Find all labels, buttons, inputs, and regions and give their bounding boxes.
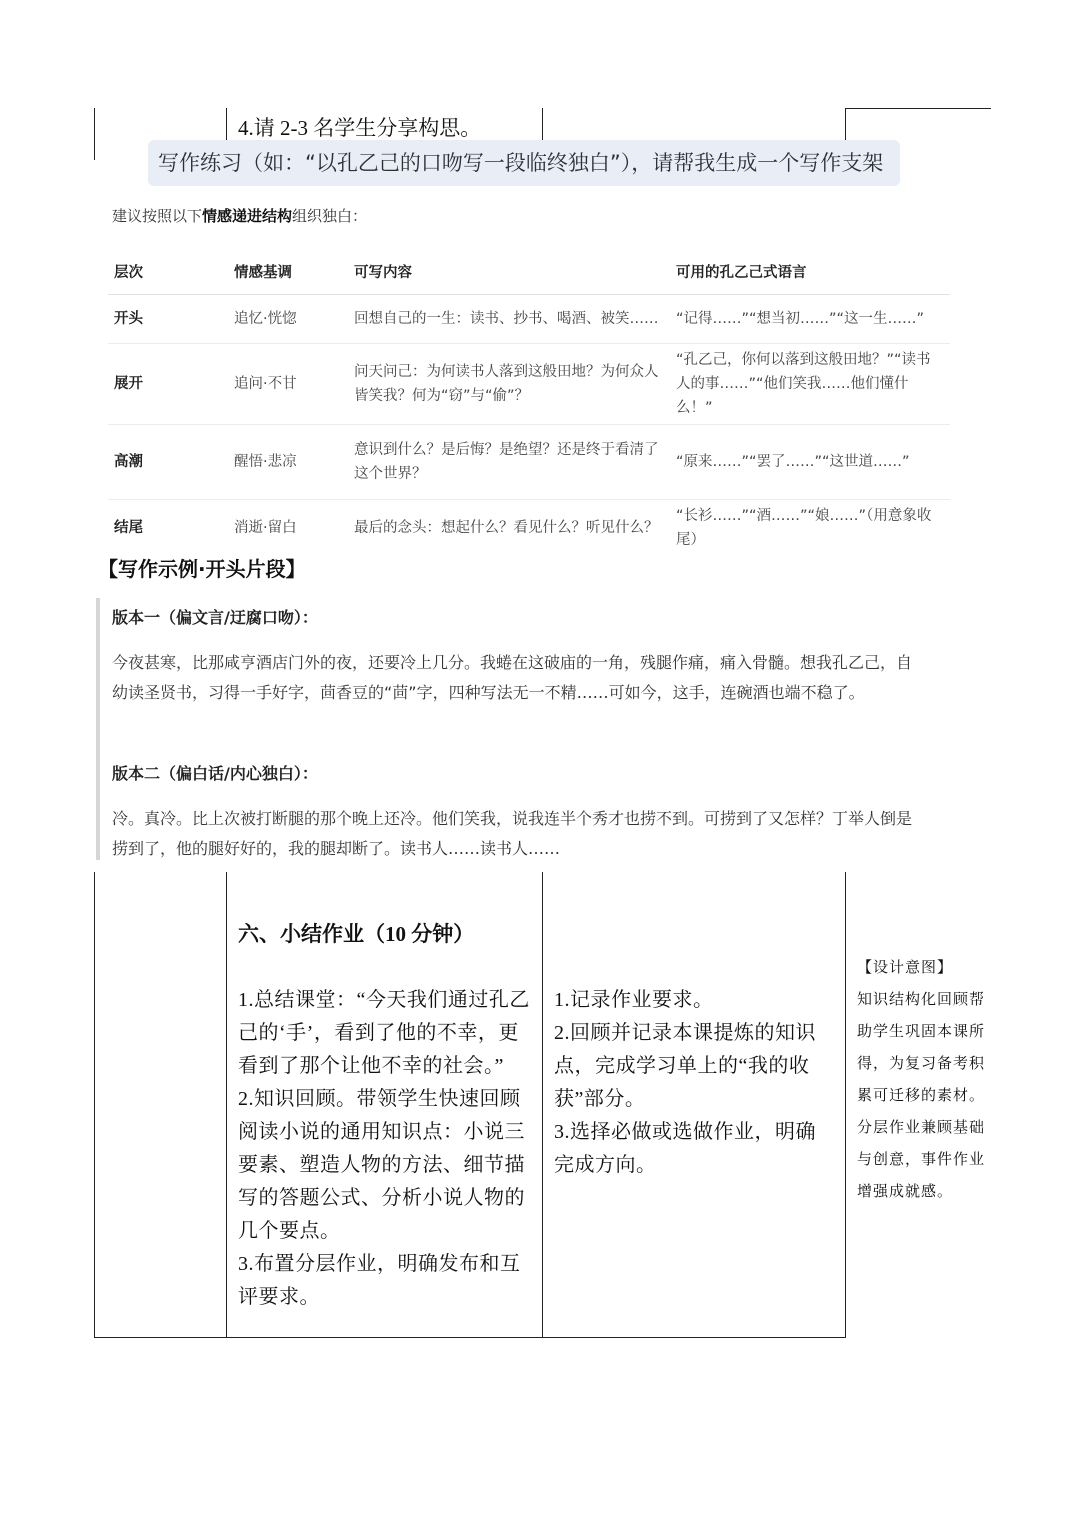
cell-tone: 追忆·恍惚 bbox=[228, 295, 348, 344]
student-activity-item: 1.记录作业要求。 bbox=[554, 989, 714, 1011]
cell-tone: 追问·不甘 bbox=[228, 344, 348, 425]
table-row bbox=[108, 344, 950, 425]
cell-level: 开头 bbox=[108, 295, 228, 344]
teacher-activity-item: 2.知识回顾。带领学生快速回顾阅读小说的通用知识点：小说三要素、塑造人物的方法、细节描写的答题公式、分析小说人物的几个要点。 bbox=[238, 1088, 525, 1242]
table-row bbox=[108, 500, 950, 557]
cell-level: 高潮 bbox=[108, 425, 228, 500]
top-table-rule bbox=[845, 108, 991, 109]
lesson-step-4: 4.请 2-3 名学生分享构思。 bbox=[238, 116, 482, 140]
ai-hint bbox=[112, 205, 367, 226]
version2-text: 冷。真冷。比上次被打断腿的那个晚上还冷。他们笑我，说我连半个秀才也捞不到。可捞到了又怎样？丁举人倒是捞到了，他的腿好好的，我的腿却断了。读书人……读书人…… bbox=[112, 809, 913, 858]
teacher-activity-item: 3.布置分层作业，明确发布和互评要求。 bbox=[238, 1253, 521, 1308]
cell-content: 意识到什么？是后悔？是绝望？还是终于看清了这个世界？ bbox=[348, 425, 670, 500]
cell-language: “记得……”“想当初……”“这一生……” bbox=[670, 295, 950, 344]
student-activity-item: 3.选择必做或选做作业，明确完成方向。 bbox=[554, 1121, 816, 1176]
cell-content: 最后的念头：想起什么？看见什么？听见什么？ bbox=[354, 520, 659, 536]
table-header-row bbox=[108, 248, 950, 295]
ai-hint-bold: 情感递进结构 bbox=[202, 207, 293, 225]
lesson-table-bottom bbox=[94, 1337, 846, 1338]
teacher-activities bbox=[238, 984, 534, 1314]
col-header-level: 层次 bbox=[108, 248, 228, 295]
design-intent-label: 【设计意图】 bbox=[857, 960, 954, 976]
cell-content: 问天问己：为何读书人落到这般田地？为何众人皆笑我？何为“窃”与“偷”？ bbox=[348, 344, 670, 425]
cell-level: 结尾 bbox=[114, 520, 143, 536]
cell-language: “长衫……”“酒……”“娘……”（用意象收尾） bbox=[676, 508, 932, 548]
teacher-activity-item: 1.总结课堂：“今天我们通过孔乙己的‘手’，看到了他的不幸，更看到了那个让他不幸的社会。” bbox=[238, 989, 530, 1077]
cell-language: “原来……”“罢了……”“这世道……” bbox=[670, 425, 950, 500]
student-activity-item: 2.回顾并记录本课提炼的知识点，完成学习单上的“我的收获”部分。 bbox=[554, 1022, 816, 1110]
cell-tone: 消逝·留白 bbox=[234, 520, 297, 536]
emotion-structure-table bbox=[108, 248, 950, 556]
writing-example-title: 【写作示例·开头片段】 bbox=[98, 557, 306, 581]
design-intent-line: 知识结构化回顾帮助学生巩固本课所得，为复习备考积累可迁移的素材。 bbox=[857, 992, 986, 1104]
quote-bar bbox=[96, 598, 100, 860]
col-header-language: 可用的孔乙己式语言 bbox=[670, 248, 950, 295]
top-table-border-left bbox=[94, 108, 95, 160]
student-activities bbox=[554, 984, 836, 1182]
col-header-content: 可写内容 bbox=[348, 248, 670, 295]
table-row bbox=[108, 425, 950, 500]
lesson-table-divider-2 bbox=[542, 872, 543, 1338]
version2-label: 版本二（偏白话/内心独白）： bbox=[112, 764, 318, 783]
col-header-tone: 情感基调 bbox=[228, 248, 348, 295]
table-row bbox=[108, 295, 950, 344]
top-table-divider-3 bbox=[845, 108, 846, 140]
chat-prompt-bubble: 写作练习（如：“以孔乙己的口吻写一段临终独白”），请帮我生成一个写作支架 bbox=[148, 140, 900, 186]
ai-hint-suffix: 组织独白： bbox=[292, 207, 368, 225]
design-intent-line: 分层作业兼顾基础与创意，事件作业增强成就感。 bbox=[857, 1120, 986, 1200]
lesson-table-border-left bbox=[94, 872, 95, 1338]
top-table-divider-2 bbox=[542, 108, 543, 140]
lesson-table-divider-1 bbox=[226, 872, 227, 1338]
cell-tone: 醒悟·悲凉 bbox=[228, 425, 348, 500]
cell-level: 展开 bbox=[108, 344, 228, 425]
cell-content: 回想自己的一生：读书、抄书、喝酒、被笑…… bbox=[348, 295, 670, 344]
section-title: 六、小结作业（10 分钟） bbox=[238, 922, 475, 946]
version1-text: 今夜甚寒，比那咸亨酒店门外的夜，还要冷上几分。我蜷在这破庙的一角，残腿作痛，痛入骨髓。想我孔乙己，自幼读圣贤书，习得一手好字，茴香豆的“茴”字，四种写法无一不精……可如今，这手，连碗酒也端不稳了。 bbox=[112, 653, 913, 702]
version1-label: 版本一（偏文言/迂腐口吻）： bbox=[112, 608, 318, 627]
lesson-table-divider-3 bbox=[845, 872, 846, 1338]
design-intent bbox=[857, 952, 987, 1208]
ai-hint-prefix: 建议按照以下 bbox=[112, 207, 203, 225]
cell-language: “孔乙己，你何以落到这般田地？”“读书人的事……”“他们笑我……他们懂什么！” bbox=[670, 344, 950, 425]
top-table-divider-1 bbox=[226, 108, 227, 140]
